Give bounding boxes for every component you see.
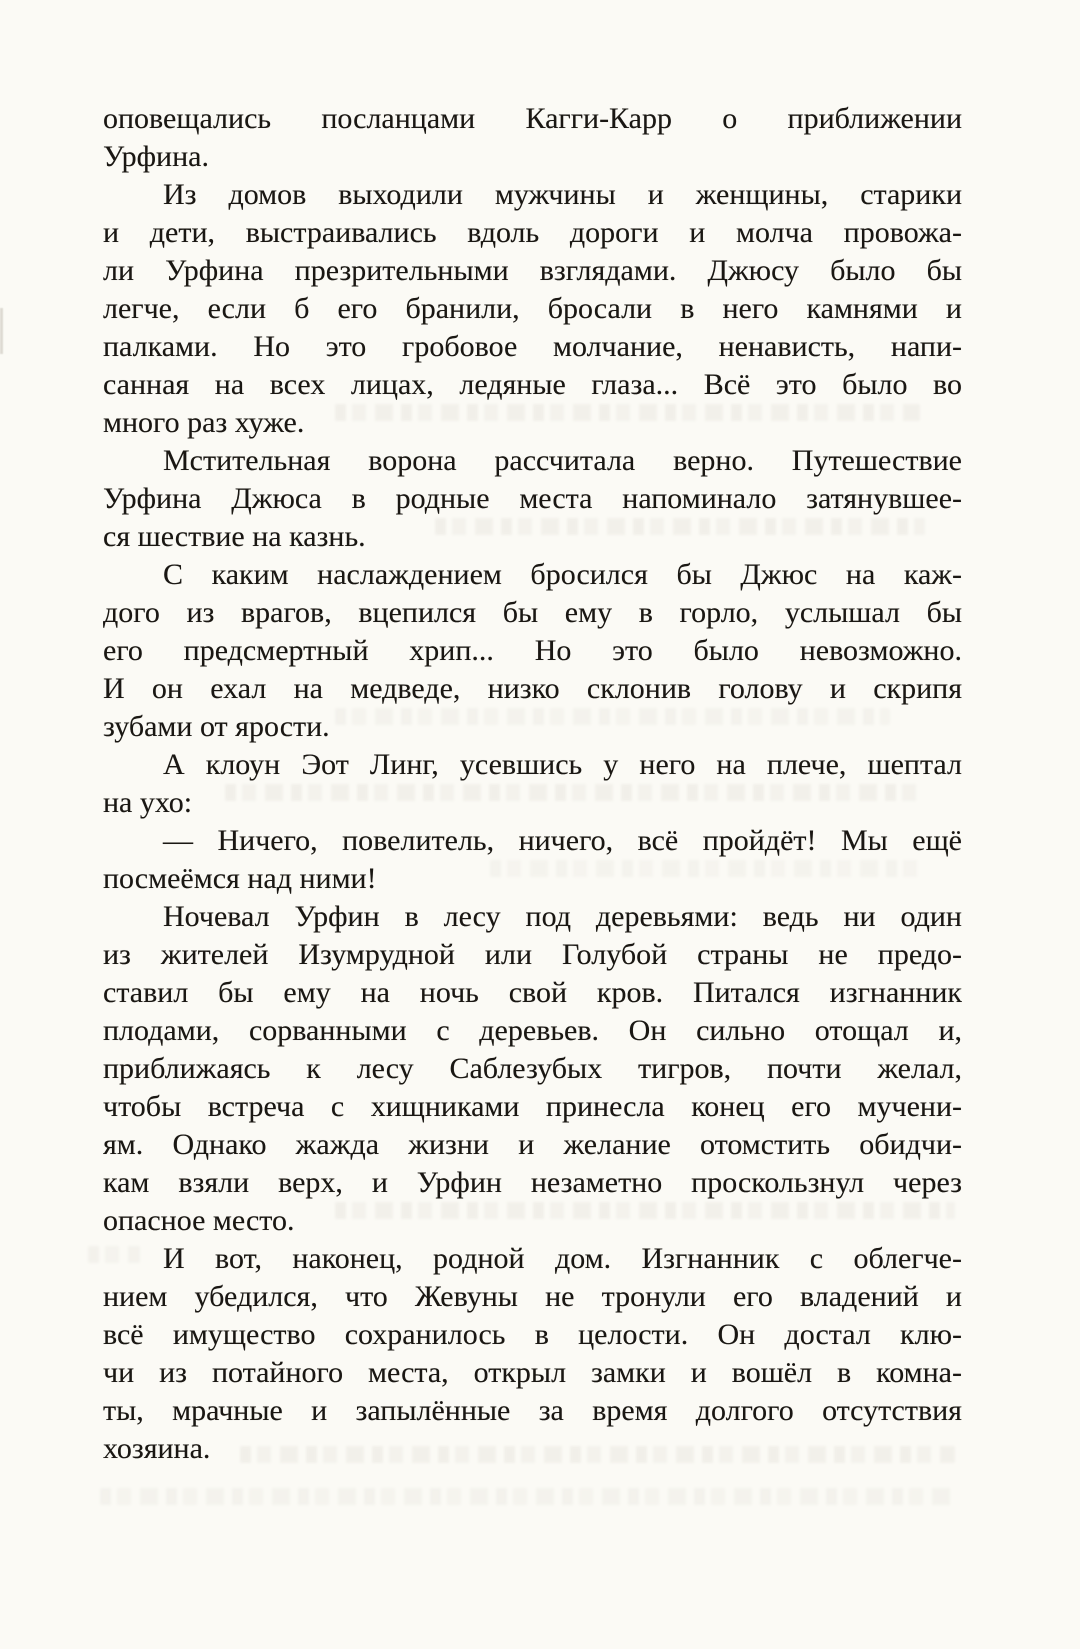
text-line: всё имущество сохранилось в целости. Он достал клю- (103, 1318, 962, 1351)
bleed-through-artifact (88, 1246, 140, 1263)
text-line: оповещались посланцами Кагги-Карр о приближении (103, 102, 962, 135)
text-line: А клоун Эот Линг, усевшись у него на плече, шептал (163, 748, 962, 781)
text-line: посмеёмся над ними! (103, 862, 377, 895)
text-line: санная на всех лицах, ледяные глаза... Всё это было во (103, 368, 962, 401)
bleed-through-artifact (490, 860, 920, 877)
text-line: ли Урфина презрительными взглядами. Джюсу было бы (103, 254, 962, 287)
text-line: И он ехал на медведе, низко склонив голову и скрипя (103, 672, 962, 705)
bleed-through-artifact (335, 404, 920, 421)
bleed-through-artifact (100, 1488, 958, 1505)
text-line: на ухо: (103, 786, 193, 819)
text-line: — Ничего, повелитель, ничего, всё пройдёт! Мы ещё (163, 824, 962, 857)
text-line: приближаясь к лесу Саблезубых тигров, почти желал, (103, 1052, 962, 1085)
text-line: дого из врагов, вцепился бы ему в горло, услышал бы (103, 596, 962, 629)
text-line: плодами, сорванными с деревьев. Он сильно отощал и, (103, 1014, 962, 1047)
text-line: ставил бы ему на ночь свой кров. Питался изгнанник (103, 976, 962, 1009)
text-line: ты, мрачные и запылённые за время долгого отсутствия (103, 1394, 962, 1427)
bleed-through-artifact (335, 708, 890, 725)
text-line: Урфина. (103, 140, 209, 173)
text-line: нием убедился, что Жевуны не тронули его владений и (103, 1280, 962, 1313)
text-line: Ночевал Урфин в лесу под деревьями: ведь ни один (163, 900, 962, 933)
text-line: легче, если б его бранили, бросали в него камнями и (103, 292, 962, 325)
text-line: из жителей Изумрудной или Голубой страны не предо- (103, 938, 962, 971)
text-line: палками. Но это гробовое молчание, ненависть, напи- (103, 330, 962, 363)
text-line: С каким наслаждением бросился бы Джюс на каж- (163, 558, 962, 591)
text-line: кам взяли верх, и Урфин незаметно проскользнул через (103, 1166, 962, 1199)
bleed-through-artifact (225, 784, 925, 801)
text-line: И вот, наконец, родной дом. Изгнанник с облегче- (163, 1242, 962, 1275)
text-line: Мстительная ворона рассчитала верно. Путешествие (163, 444, 962, 477)
text-line: Из домов выходили мужчины и женщины, старики (163, 178, 962, 211)
text-line: и дети, выстраивались вдоль дороги и молча провожа- (103, 216, 962, 249)
text-line: чи из потайного места, открыл замки и вошёл в комна- (103, 1356, 962, 1389)
text-line: хозяина. (103, 1432, 211, 1465)
text-line: зубами от ярости. (103, 710, 330, 743)
text-line: Урфина Джюса в родные места напоминало затянувшее- (103, 482, 962, 515)
text-line: чтобы встреча с хищниками принесла конец его мучени- (103, 1090, 962, 1123)
bleed-through-artifact (240, 1446, 955, 1463)
bleed-through-artifact (335, 1202, 955, 1219)
scan-edge-artifact (0, 308, 3, 354)
text-line: ям. Однако жажда жизни и желание отомстить обидчи- (103, 1128, 962, 1161)
text-line: много раз хуже. (103, 406, 305, 439)
bleed-through-artifact (435, 518, 925, 535)
text-line: его предсмертный хрип... Но это было невозможно. (103, 634, 962, 667)
text-line: ся шествие на казнь. (103, 520, 366, 553)
text-line: опасное место. (103, 1204, 295, 1237)
